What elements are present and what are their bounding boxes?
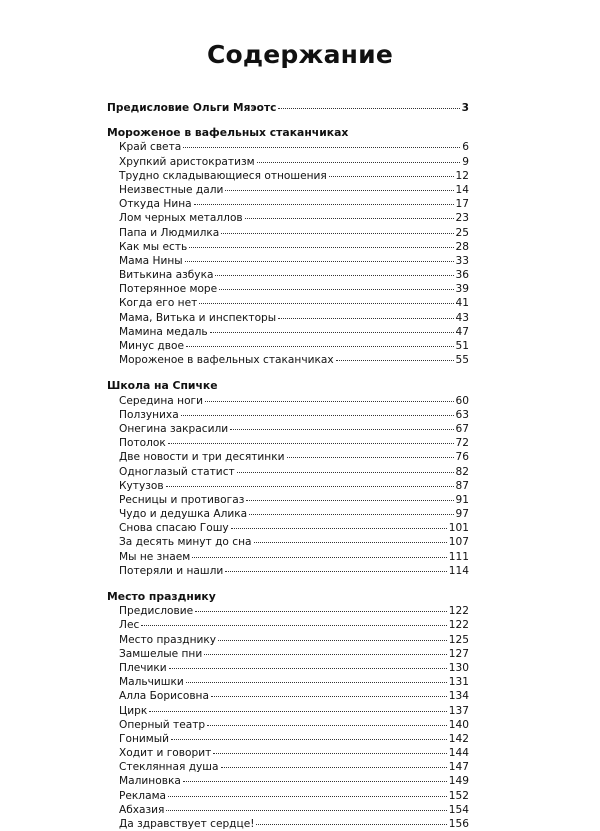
section-spacer — [107, 578, 469, 590]
toc-entry-page: 140 — [448, 718, 469, 731]
toc-entry-page: 36 — [455, 269, 469, 282]
toc-entry-page: 25 — [455, 226, 469, 239]
toc-entry-label: Как мы есть — [119, 240, 188, 253]
toc-entry — [107, 507, 469, 521]
toc-entry-page: 149 — [448, 775, 469, 788]
dot-leader — [256, 823, 446, 825]
dot-leader — [205, 400, 454, 402]
toc-entry-page: 156 — [448, 818, 469, 830]
toc-entry-label: Папа и Людмилка — [119, 226, 220, 239]
section-heading: Мороженое в вафельных стаканчиках — [107, 126, 349, 140]
dot-leader — [194, 203, 454, 205]
toc-entry-page: 9 — [462, 155, 469, 168]
toc-entry-label: Предисловие Ольги Мяэотс — [107, 102, 277, 114]
toc-entry-page: 43 — [455, 311, 469, 324]
toc-entry-label: Мама, Витька и инспекторы — [119, 311, 277, 324]
toc-entry-page: 28 — [455, 240, 469, 253]
toc-entry-page: 137 — [448, 704, 469, 717]
toc-entry — [107, 436, 469, 450]
toc-entry-label: Когда его нет — [119, 297, 198, 310]
toc-entry-page: 147 — [448, 761, 469, 774]
toc-entry — [107, 521, 469, 535]
dot-leader — [171, 738, 447, 740]
toc-entry-page: 152 — [448, 789, 469, 802]
toc-entry-label: Мороженое в вафельных стаканчиках — [119, 354, 334, 367]
toc-entry-label: Онегина закрасили — [119, 422, 229, 435]
toc-entry — [107, 661, 469, 675]
dot-leader — [192, 556, 447, 558]
toc-entry-label: Край света — [119, 141, 182, 154]
toc-entry-page: 17 — [455, 198, 469, 211]
toc-entry — [107, 774, 469, 788]
toc-entry-label: Стеклянная душа — [119, 761, 219, 774]
toc-entry-label: Мальчишки — [119, 676, 184, 689]
dot-leader — [213, 752, 446, 754]
dot-leader — [186, 681, 447, 683]
toc-entry — [107, 155, 469, 169]
toc-entry-label: Минус двое — [119, 340, 184, 352]
toc-entry-label: Место празднику — [119, 633, 217, 646]
dot-leader — [329, 175, 454, 177]
dot-leader — [254, 541, 447, 543]
toc-entry — [107, 604, 469, 618]
toc-entry-preface — [107, 101, 469, 115]
toc-entry — [107, 732, 469, 746]
dot-leader — [278, 107, 459, 109]
dot-leader — [189, 246, 453, 248]
dot-leader — [231, 527, 447, 529]
toc-entry-page: 91 — [455, 493, 469, 506]
toc-entry — [107, 325, 469, 339]
section-spacer — [107, 367, 469, 379]
dot-leader — [225, 570, 446, 572]
dot-leader — [230, 428, 453, 430]
dot-leader — [211, 695, 447, 697]
toc-entry — [107, 465, 469, 479]
toc-entry-label: Потерянное море — [119, 283, 218, 296]
toc-entry — [107, 408, 469, 422]
dot-leader — [237, 471, 454, 473]
toc-entry — [107, 339, 469, 353]
toc-entry-label: Неизвестные дали — [119, 183, 224, 196]
toc-entry-label: Ползуниха — [119, 408, 179, 421]
toc-entry-label: Лом черных металлов — [119, 212, 243, 225]
toc-entry-label: Мамина медаль — [119, 325, 208, 338]
toc-entry-label: Потеряли и нашли — [119, 564, 224, 577]
toc-entry-label: Малиновка — [119, 775, 181, 788]
toc-entry-page: 12 — [455, 169, 469, 182]
dot-leader — [221, 232, 453, 234]
toc-entry-label: Лес — [119, 619, 140, 632]
toc-entry-label: Алла Борисовна — [119, 690, 209, 703]
toc-entry — [107, 675, 469, 689]
toc-entry — [107, 422, 469, 436]
toc-entry-label: Одноглазый статист — [119, 465, 235, 478]
toc-entry-page: 67 — [455, 422, 469, 435]
toc-entry — [107, 296, 469, 310]
toc-entry-label: За десять минут до сна — [119, 536, 252, 549]
toc-entry-page: 125 — [448, 633, 469, 646]
toc-entry-label: Реклама — [119, 789, 167, 802]
toc-entry — [107, 311, 469, 325]
toc-entry-label: Трудно складывающиеся отношения — [119, 169, 327, 182]
dot-leader — [166, 485, 454, 487]
toc-entry-label: Ресницы и противогаз — [119, 493, 245, 506]
dot-leader — [225, 189, 453, 191]
toc-entry-page: 144 — [448, 747, 469, 760]
toc-entry-page: 130 — [448, 661, 469, 674]
toc-entry-label: Плечики — [119, 661, 167, 674]
toc-entry-label: Да здравствует сердце! — [119, 818, 255, 830]
toc-entry-page: 63 — [455, 408, 469, 421]
toc-entry-label: Предисловие — [119, 605, 194, 618]
toc-entry-page: 107 — [448, 536, 469, 549]
toc-entry — [107, 550, 469, 564]
dot-leader — [245, 217, 454, 219]
toc-entry-label: Витькина азбука — [119, 269, 214, 282]
toc-entry — [107, 197, 469, 211]
toc-entry — [107, 183, 469, 197]
toc-entry-page: 14 — [455, 183, 469, 196]
toc-entry — [107, 789, 469, 803]
dot-leader — [278, 317, 453, 319]
toc-entry — [107, 760, 469, 774]
toc-entry-page: 122 — [448, 605, 469, 618]
toc-entry — [107, 803, 469, 817]
dot-leader — [207, 724, 447, 726]
toc-entry-page: 154 — [448, 803, 469, 816]
toc-entry — [107, 689, 469, 703]
toc-entry-page: 6 — [462, 141, 469, 154]
page-title: Содержание — [206, 40, 394, 69]
toc-entry-label: Хрупкий аристократизм — [119, 155, 255, 168]
toc-entry-page: 97 — [455, 508, 469, 521]
toc-entry-page: 101 — [448, 522, 469, 535]
toc-entry-page: 127 — [448, 647, 469, 660]
toc-entry-page: 3 — [461, 102, 469, 114]
table-of-contents — [107, 101, 469, 831]
toc-entry-page: 47 — [455, 325, 469, 338]
toc-entry-page: 142 — [448, 732, 469, 745]
toc-entry — [107, 647, 469, 661]
dot-leader — [249, 513, 453, 515]
toc-entry — [107, 718, 469, 732]
toc-entry-page: 55 — [455, 354, 469, 367]
dot-leader — [183, 146, 460, 148]
toc-entry-label: Гонимый — [119, 732, 169, 745]
toc-entry — [107, 140, 469, 154]
dot-leader — [168, 442, 454, 444]
dot-leader — [183, 780, 447, 782]
dot-leader — [257, 161, 461, 163]
toc-entry — [107, 704, 469, 718]
toc-entry-label: Мы не знаем — [119, 550, 191, 563]
toc-entry-label: Потолок — [119, 437, 166, 450]
dot-leader — [181, 414, 454, 416]
toc-entry-page: 114 — [448, 564, 469, 577]
toc-entry-label: Цирк — [119, 704, 148, 717]
toc-entry — [107, 817, 469, 831]
toc-entry — [107, 353, 469, 367]
toc-entry — [107, 493, 469, 507]
dot-leader — [195, 610, 447, 612]
toc-entry-page: 131 — [448, 676, 469, 689]
toc-entry-page: 60 — [455, 394, 469, 407]
toc-entry — [107, 535, 469, 549]
dot-leader — [336, 359, 454, 361]
toc-entry-label: Откуда Нина — [119, 198, 192, 211]
toc-entry-page: 33 — [455, 254, 469, 267]
dot-leader — [287, 456, 454, 458]
toc-entry-label: Чудо и дедушка Алика — [119, 508, 248, 521]
toc-entry-label: Оперный театр — [119, 718, 206, 731]
toc-entry-page: 134 — [448, 690, 469, 703]
toc-entry — [107, 226, 469, 240]
dot-leader — [215, 274, 453, 276]
dot-leader — [168, 795, 447, 797]
toc-entry — [107, 450, 469, 464]
section-heading: Место празднику — [107, 590, 216, 603]
toc-entry — [107, 746, 469, 760]
dot-leader — [149, 710, 447, 712]
dot-leader — [246, 499, 453, 501]
toc-entry-page: 87 — [455, 479, 469, 492]
toc-entry-label: Кутузов — [119, 479, 164, 492]
toc-entry — [107, 268, 469, 282]
toc-entry-page: 122 — [448, 619, 469, 632]
toc-entry-label: Мама Нины — [119, 254, 183, 267]
toc-entry-page: 76 — [455, 451, 469, 464]
toc-entry — [107, 633, 469, 647]
dot-leader — [221, 766, 447, 768]
toc-entry-page: 39 — [455, 283, 469, 296]
toc-entry-label: Середина ноги — [119, 394, 204, 407]
dot-leader — [199, 302, 453, 304]
dot-leader — [218, 639, 447, 641]
toc-entry-label: Снова спасаю Гошу — [119, 522, 229, 535]
toc-entry-page: 72 — [455, 437, 469, 450]
dot-leader — [219, 288, 453, 290]
dot-leader — [169, 667, 447, 669]
toc-entry — [107, 479, 469, 493]
toc-entry-page: 41 — [455, 297, 469, 310]
toc-entry — [107, 240, 469, 254]
dot-leader — [141, 624, 446, 626]
toc-entry-label: Абхазия — [119, 803, 165, 816]
dot-leader — [186, 345, 454, 347]
toc-entry-label: Замшелые пни — [119, 647, 203, 660]
dot-leader — [204, 653, 447, 655]
section-heading: Школа на Спичке — [107, 379, 218, 393]
toc-entry-page: 23 — [455, 212, 469, 225]
toc-entry-page: 51 — [455, 340, 469, 352]
section-spacer — [107, 115, 469, 126]
toc-entry — [107, 618, 469, 632]
dot-leader — [166, 809, 446, 811]
toc-entry — [107, 211, 469, 225]
toc-entry-page: 111 — [448, 550, 469, 563]
toc-entry-label: Ходит и говорит — [119, 747, 212, 760]
toc-entry — [107, 564, 469, 578]
dot-leader — [210, 331, 454, 333]
dot-leader — [185, 260, 454, 262]
toc-entry — [107, 254, 469, 268]
toc-entry — [107, 169, 469, 183]
toc-entry — [107, 394, 469, 408]
toc-entry-page: 82 — [455, 465, 469, 478]
toc-entry — [107, 282, 469, 296]
toc-entry-label: Две новости и три десятинки — [119, 451, 285, 464]
